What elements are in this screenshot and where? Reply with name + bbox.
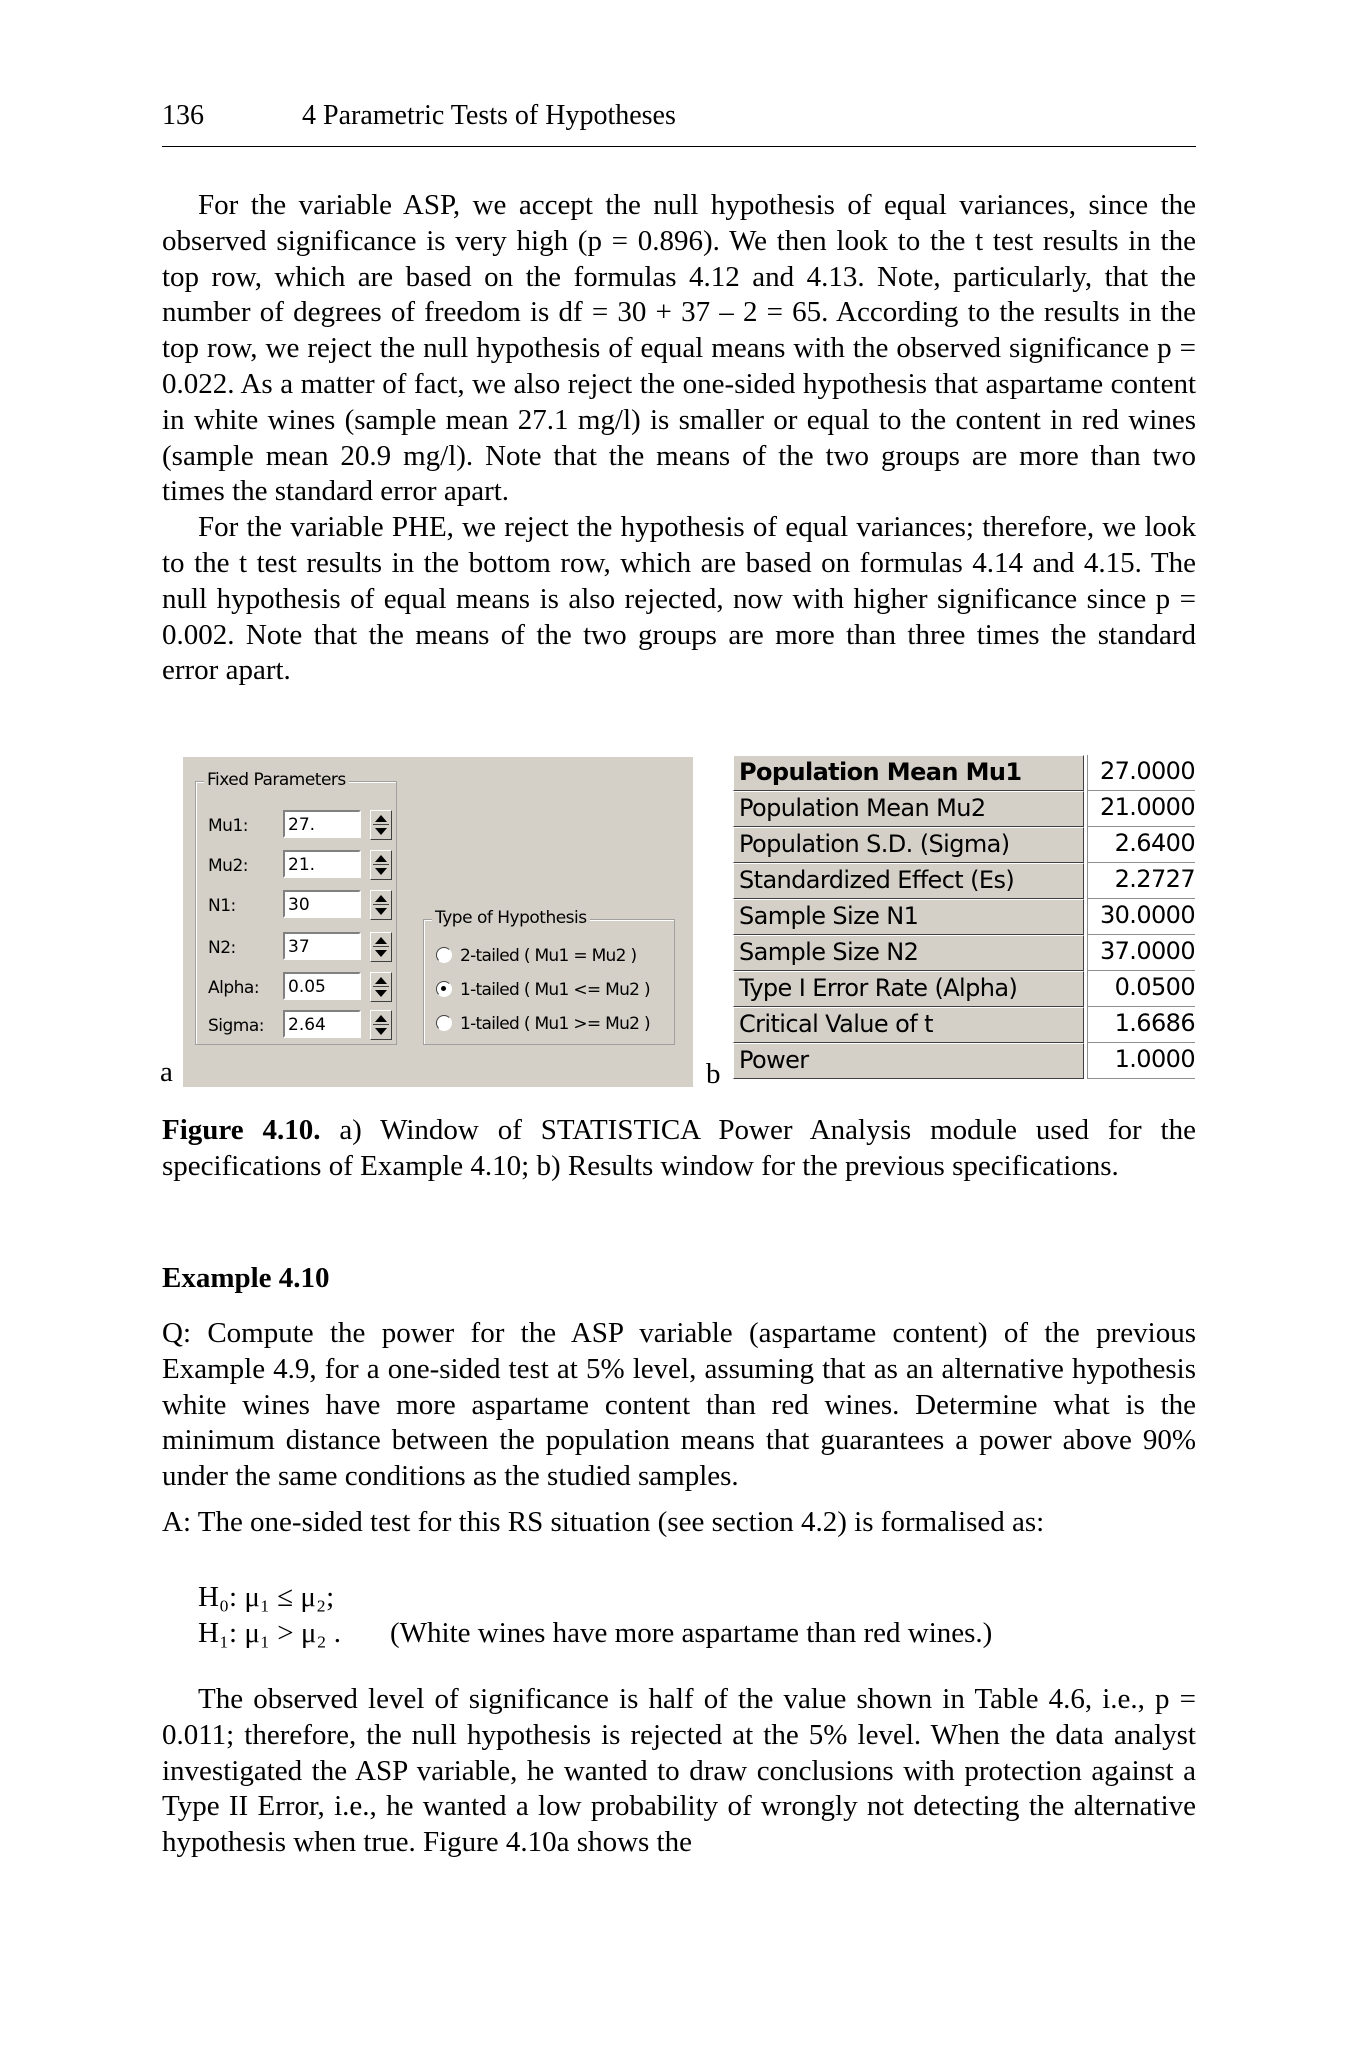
param-row-n1: [208, 890, 388, 922]
hypothesis-option-one-tailed-ge[interactable]: [436, 1010, 686, 1038]
example-body: [162, 1316, 1196, 1541]
spin-up-icon: [375, 855, 387, 862]
body-text-bottom: [162, 1682, 1196, 1861]
result-row: [733, 1007, 1195, 1043]
result-label: Critical Value of t: [733, 1007, 1084, 1043]
page-number: 136: [162, 100, 204, 131]
figure-caption: [162, 1113, 1196, 1185]
result-label: Population Mean Mu2: [733, 791, 1084, 827]
spin-up-icon: [375, 1015, 387, 1022]
param-row-mu2: [208, 850, 388, 882]
caption-label: Figure 4.10.: [162, 1114, 321, 1146]
result-value: 37.0000: [1087, 935, 1195, 971]
paragraph-asp: For the variable ASP, we accept the null hypothesis of equal variances, since the observed significance is very high (p = 0.896). We then look to the t test results in the top row, which are based on the formulas 4.12 and 4.13. Note, particularly, that the number of degrees of freedom is df = 30 + 37 – 2 = 65. According to the results in the top row, we reject the null hypothesis of equal means with the observed significance p = 0.022. As a matter of fact, we also reject the one-sided hypothesis that aspartame content in white wines (sample mean 27.1 mg/l) is smaller or equal to the content in red wines (sample mean 20.9 mg/l). Note that the means of the two groups are more than two times the standard error apart.: [162, 189, 1196, 508]
alternative-hypothesis-formula: H₁: μ₁ > μ₂ .: [198, 1617, 342, 1649]
param-label: N1:: [208, 896, 236, 916]
alternative-hypothesis-note: (White wines have more aspartame than red wines.): [390, 1617, 993, 1649]
result-label: Power: [733, 1043, 1084, 1079]
result-label: Type I Error Rate (Alpha): [733, 971, 1084, 1007]
result-label: Sample Size N1: [733, 899, 1084, 935]
radio-button[interactable]: [436, 947, 452, 963]
hypothesis-option-two-tailed[interactable]: [436, 942, 686, 970]
spin-down-icon: [375, 1028, 387, 1035]
hypothesis-option-label: 1-tailed ( Mu1 <= Mu2 ): [460, 980, 650, 1000]
radio-button-selected[interactable]: [436, 981, 452, 997]
result-value: 1.0000: [1087, 1043, 1195, 1079]
sigma-input[interactable]: 2.64: [283, 1010, 361, 1038]
fixed-parameters-group: [195, 770, 397, 1045]
result-row: [733, 1043, 1195, 1079]
param-label: Alpha:: [208, 978, 260, 998]
result-value: 21.0000: [1087, 791, 1195, 827]
paragraph-closing: The observed level of significance is half of the value shown in Table 4.6, i.e., p = 0.011; therefore, the null hypothesis is rejected at the 5% level. When the data analyst investigated the ASP variable, he wanted to draw conclusions with protection against a Type II Error, i.e., he wanted a low probability of wrongly not detecting the alternative hypothesis when true. Figure 4.10a shows the: [162, 1683, 1196, 1859]
hypothesis-type-legend: Type of Hypothesis: [432, 908, 590, 928]
mu2-input[interactable]: 21.: [283, 850, 361, 878]
spin-down-icon: [375, 950, 387, 957]
param-label: Sigma:: [208, 1016, 265, 1036]
spin-down-icon: [375, 868, 387, 875]
power-analysis-window: [183, 757, 693, 1087]
mu1-spinner[interactable]: [370, 810, 392, 840]
example-question: Q: Compute the power for the ASP variable (aspartame content) of the previous Example 4.9, for a one-sided test at 5% level, assuming that as an alternative hypothesis white wines have more aspartame content than red wines. Determine what is the minimum distance between the population means that guarantees a power above 90% under the same conditions as the studied samples.: [162, 1317, 1196, 1493]
mu2-spinner[interactable]: [370, 850, 392, 880]
result-row: [733, 935, 1195, 971]
alternative-hypothesis: [198, 1617, 993, 1650]
example-answer: A: The one-sided test for this RS situation (see section 4.2) is formalised as:: [162, 1505, 1045, 1538]
result-label: Standardized Effect (Es): [733, 863, 1084, 899]
result-row: [733, 971, 1195, 1007]
spin-down-icon: [375, 828, 387, 835]
param-row-mu1: [208, 810, 388, 842]
result-row: [733, 863, 1195, 899]
n2-spinner[interactable]: [370, 932, 392, 962]
result-value: 1.6686: [1087, 1007, 1195, 1043]
result-label: Population S.D. (Sigma): [733, 827, 1084, 863]
param-label: Mu1:: [208, 816, 248, 836]
param-label: N2:: [208, 938, 236, 958]
param-row-alpha: [208, 972, 388, 1004]
n2-input[interactable]: 37: [283, 932, 361, 960]
body-text-top: [162, 188, 1196, 689]
param-label: Mu2:: [208, 856, 248, 876]
result-value: 30.0000: [1087, 899, 1195, 935]
mu1-input[interactable]: 27.: [283, 810, 361, 838]
result-label: Sample Size N2: [733, 935, 1084, 971]
chapter-title: 4 Parametric Tests of Hypotheses: [302, 100, 676, 131]
result-row: [733, 827, 1195, 863]
param-row-n2: [208, 932, 388, 964]
radio-button[interactable]: [436, 1015, 452, 1031]
figure-label-a: a: [160, 1056, 173, 1088]
paragraph-phe: For the variable PHE, we reject the hypothesis of equal variances; therefore, we look to the t test results in the bottom row, which are based on formulas 4.14 and 4.15. The null hypothesis of equal means is also rejected, now with higher significance since p = 0.002. Note that the means of the two groups are more than three times the standard error apart.: [162, 511, 1196, 687]
caption-text: a) Window of STATISTICA Power Analysis module used for the specifications of Example 4.10; b) Results window for the previous specifications.: [162, 1114, 1196, 1182]
result-label: Population Mean Mu1: [733, 755, 1084, 791]
result-value: 0.0500: [1087, 971, 1195, 1007]
spin-up-icon: [375, 895, 387, 902]
result-row: [733, 755, 1195, 791]
n1-input[interactable]: 30: [283, 890, 361, 918]
result-row: [733, 899, 1195, 935]
null-hypothesis: H₀: μ₁ ≤ μ₂;: [198, 1581, 335, 1613]
fixed-parameters-legend: Fixed Parameters: [204, 770, 349, 790]
example-title: Example 4.10: [162, 1262, 330, 1294]
hypothesis-option-one-tailed-le[interactable]: [436, 976, 686, 1004]
running-header: [162, 100, 1196, 147]
result-value: 27.0000: [1087, 755, 1195, 791]
spin-up-icon: [375, 977, 387, 984]
hypothesis-type-group: [423, 908, 675, 1045]
results-window: [733, 755, 1195, 1087]
result-value: 2.2727: [1087, 863, 1195, 899]
figure-label-b: b: [706, 1058, 721, 1090]
hypothesis-option-label: 2-tailed ( Mu1 = Mu2 ): [460, 946, 637, 966]
alpha-spinner[interactable]: [370, 972, 392, 1002]
n1-spinner[interactable]: [370, 890, 392, 920]
spin-up-icon: [375, 815, 387, 822]
param-row-sigma: [208, 1010, 388, 1042]
result-value: 2.6400: [1087, 827, 1195, 863]
hypothesis-option-label: 1-tailed ( Mu1 >= Mu2 ): [460, 1014, 650, 1034]
spin-up-icon: [375, 937, 387, 944]
spin-down-icon: [375, 990, 387, 997]
sigma-spinner[interactable]: [370, 1010, 392, 1040]
spin-down-icon: [375, 908, 387, 915]
result-row: [733, 791, 1195, 827]
alpha-input[interactable]: 0.05: [283, 972, 361, 1000]
